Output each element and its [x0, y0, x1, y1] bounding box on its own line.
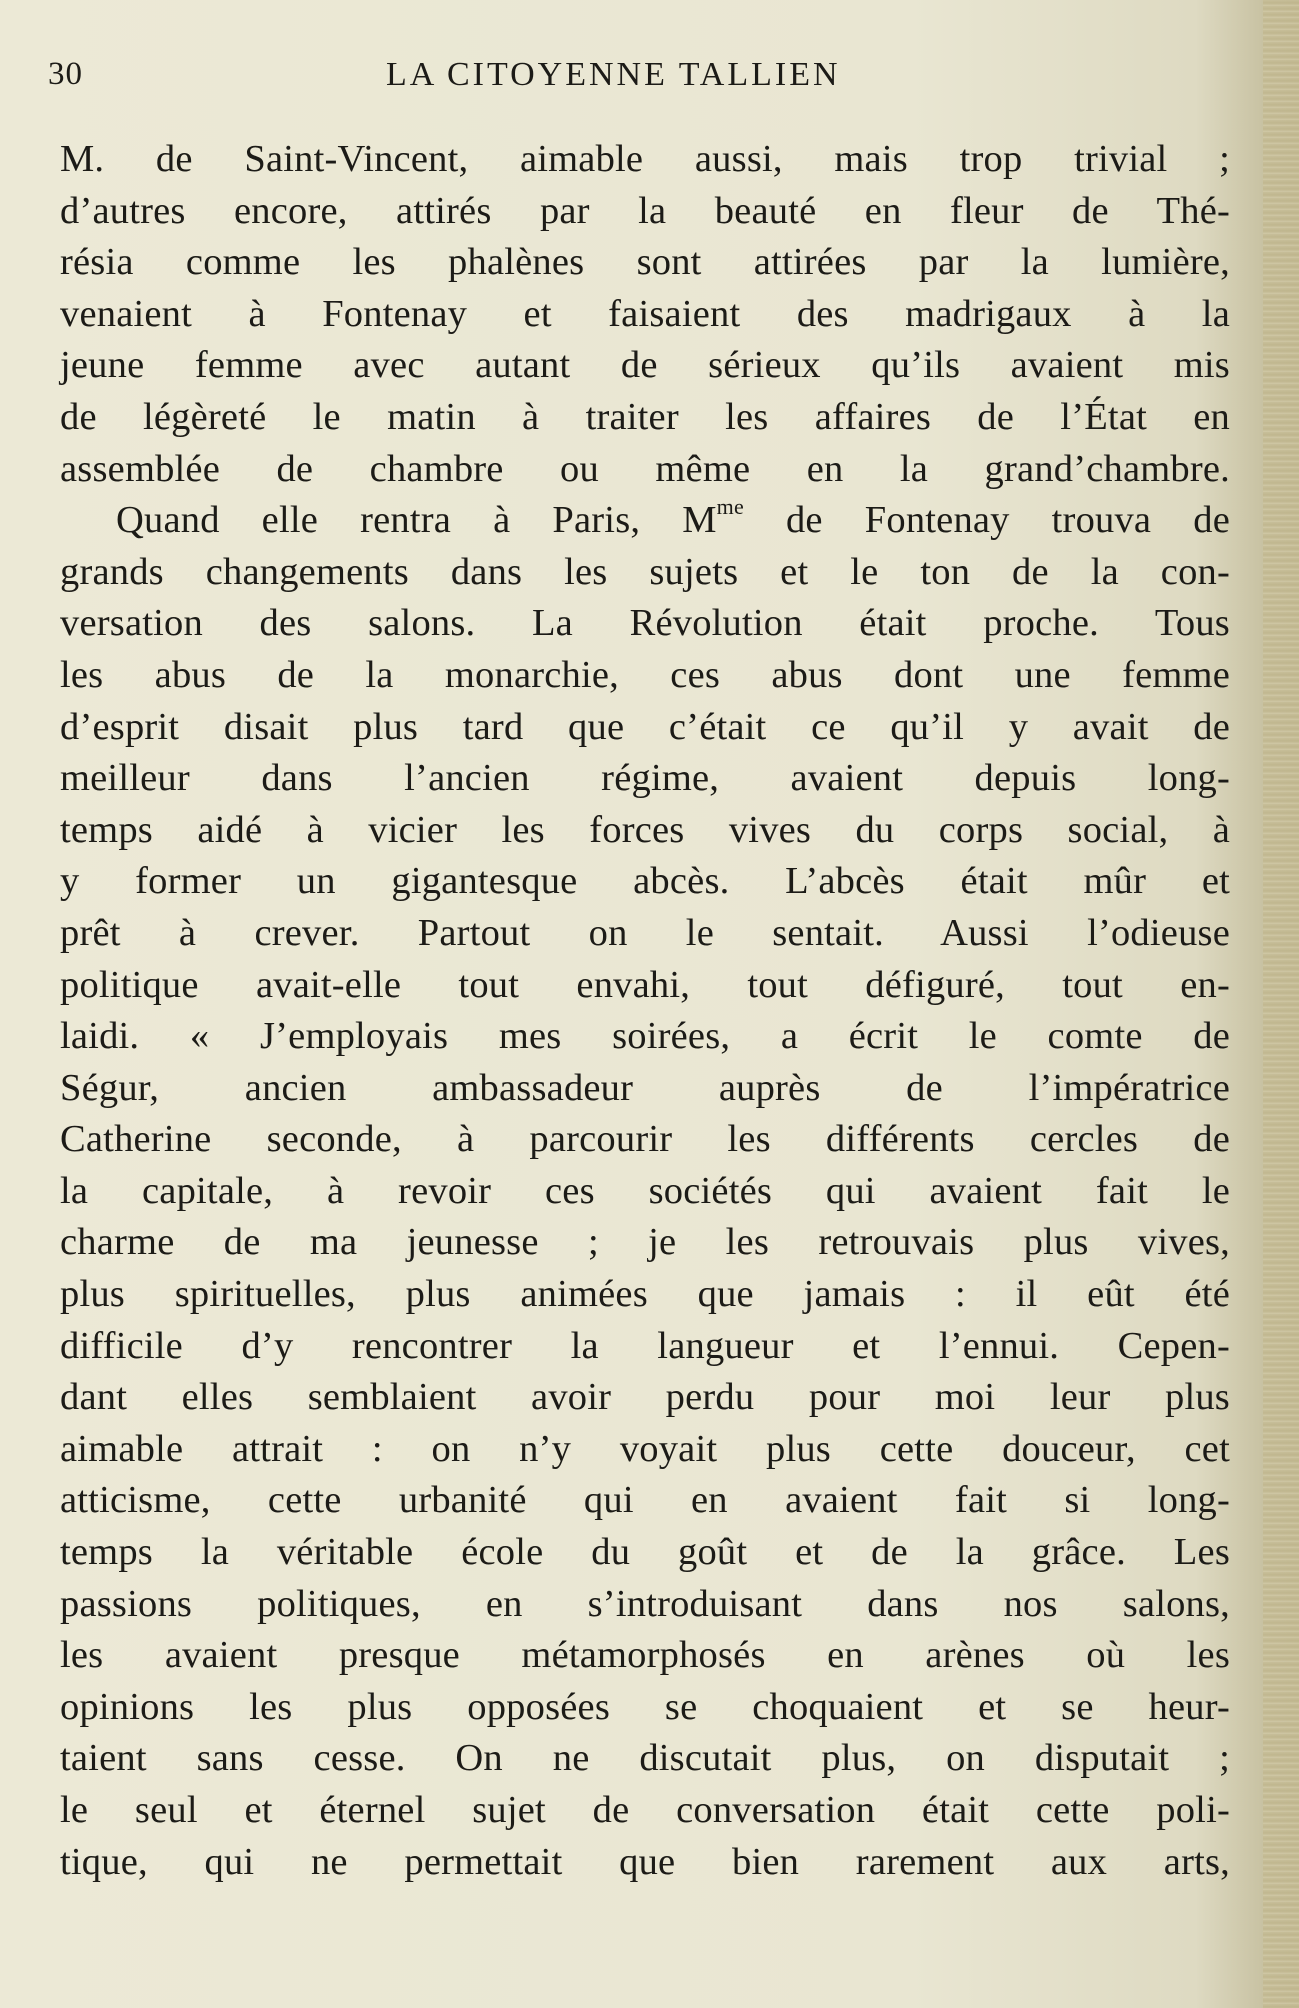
text-line: Catherine seconde, à parcourir les différents cercles de	[60, 1118, 1230, 1161]
text-line: taient sans cesse. On ne discutait plus, on disputait ;	[60, 1737, 1230, 1780]
text-line: opinions les plus opposées se choquaient et se heur-	[60, 1685, 1230, 1728]
text-line: grands changements dans les sujets et le ton de la con-	[60, 550, 1230, 593]
paragraph-end-line: assemblée de chambre ou même en la grand’chambre.	[60, 447, 1230, 490]
text-line: M. de Saint-Vincent, aimable aussi, mais trop trivial ;	[60, 138, 1230, 180]
superscript-abbreviation: me	[716, 494, 744, 520]
text-line: laidi. « J’employais mes soirées, a écrit le comte de	[60, 1015, 1230, 1058]
body-text	[60, 134, 1230, 1888]
text-line: plus spirituelles, plus animées que jamais : il eût été	[60, 1273, 1230, 1316]
page-number: 30	[48, 56, 83, 92]
text-line: d’esprit disait plus tard que c’était ce qu’il y avait de	[60, 705, 1230, 748]
text-line: de légèreté le matin à traiter les affaires de l’État en	[60, 395, 1230, 438]
text-line: versation des salons. La Révolution était proche. Tous	[60, 602, 1230, 645]
text-line: y former un gigantesque abcès. L’abcès était mûr et	[60, 860, 1230, 903]
text-line: atticisme, cette urbanité qui en avaient fait si long-	[60, 1479, 1230, 1522]
text-line: aimable attrait : on n’y voyait plus cette douceur, cet	[60, 1427, 1230, 1470]
text-line: temps la véritable école du goût et de la grâce. Les	[60, 1531, 1230, 1574]
running-title: LA CITOYENNE TALLIEN	[386, 56, 841, 93]
text-line: tique, qui ne permettait que bien rarement aux arts,	[60, 1840, 1230, 1883]
line-segment: Quand elle rentra à Paris, M	[116, 499, 717, 542]
text-line: temps aidé à vicier les forces vives du corps social, à	[60, 808, 1230, 851]
text-line: le seul et éternel sujet de conversation était cette poli-	[60, 1789, 1230, 1831]
text-line: la capitale, à revoir ces sociétés qui avaient fait le	[60, 1169, 1230, 1212]
text-line: difficile d’y rencontrer la langueur et l’ennui. Cepen-	[60, 1324, 1230, 1367]
text-line: Ségur, ancien ambassadeur auprès de l’impératrice	[60, 1066, 1230, 1109]
text-line: meilleur dans l’ancien régime, avaient depuis long-	[60, 757, 1230, 800]
text-line: d’autres encore, attirés par la beauté en fleur de Thé-	[60, 189, 1230, 232]
text-line: résia comme les phalènes sont attirées par la lumière,	[60, 241, 1230, 284]
text-line: venaient à Fontenay et faisaient des madrigaux à la	[60, 292, 1230, 335]
text-line: jeune femme avec autant de sérieux qu’ils avaient mis	[60, 344, 1230, 387]
text-line: passions politiques, en s’introduisant dans nos salons,	[60, 1582, 1230, 1625]
running-header	[48, 56, 1238, 106]
paragraph-start-line	[60, 495, 1230, 547]
text-line: les avaient presque métamorphosés en arènes où les	[60, 1634, 1230, 1677]
page-edge	[1263, 0, 1299, 2008]
text-line: dant elles semblaient avoir perdu pour moi leur plus	[60, 1376, 1230, 1419]
text-line: charme de ma jeunesse ; je les retrouvais plus vives,	[60, 1221, 1230, 1264]
text-line: les abus de la monarchie, ces abus dont une femme	[60, 653, 1230, 696]
text-line: politique avait-elle tout envahi, tout défiguré, tout en-	[60, 963, 1230, 1006]
text-line: prêt à crever. Partout on le sentait. Aussi l’odieuse	[60, 911, 1230, 954]
line-segment: de Fontenay trouva de	[743, 499, 1230, 542]
